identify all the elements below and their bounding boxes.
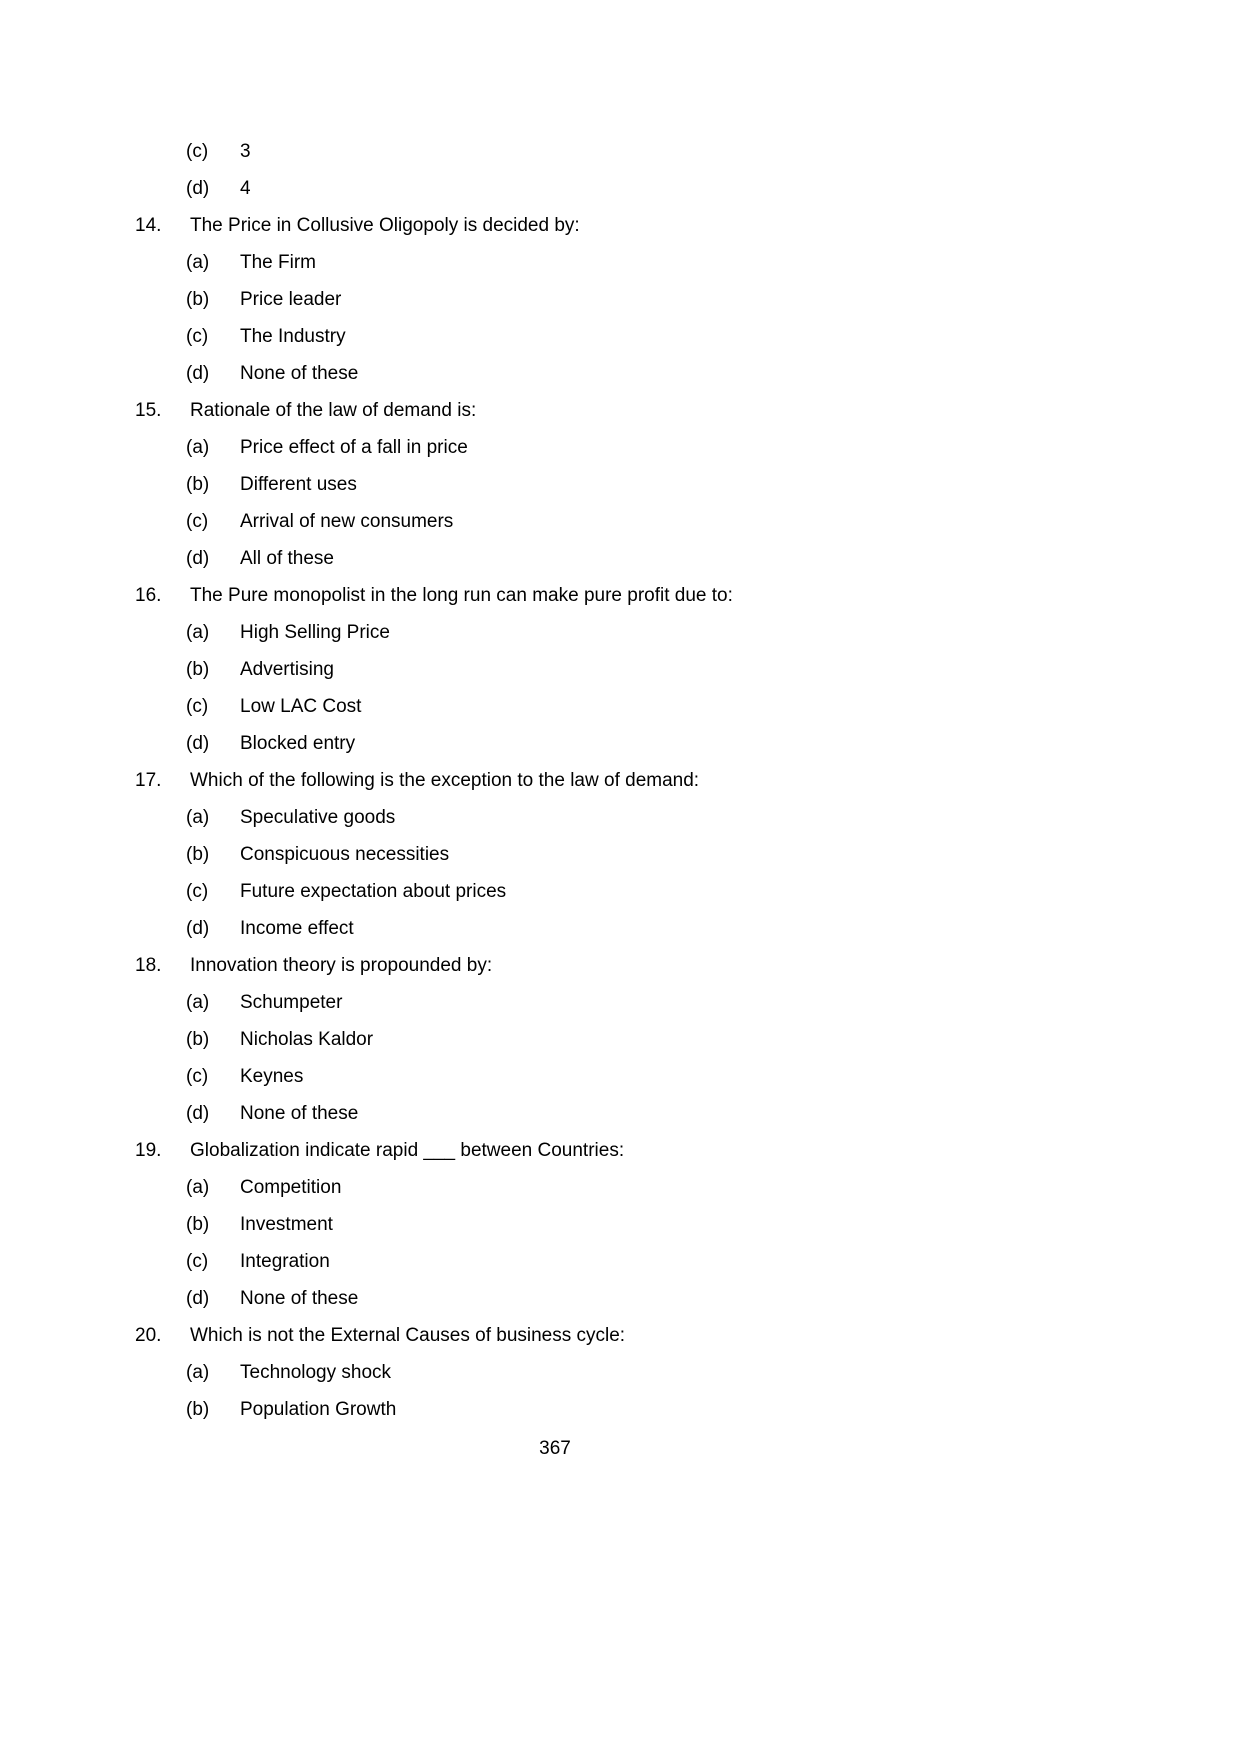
option-label: (b) xyxy=(186,474,210,495)
question-number: 18. xyxy=(135,955,162,976)
option-item xyxy=(135,355,1241,392)
option-text: Population Growth xyxy=(240,1399,397,1420)
document-body xyxy=(135,133,1241,1428)
option-text: Advertising xyxy=(240,659,334,680)
option-label: (d) xyxy=(186,363,210,384)
option-item xyxy=(135,1095,1241,1132)
option-label: (b) xyxy=(186,1399,210,1420)
page-number: 367 xyxy=(539,1438,571,1459)
option-text: Arrival of new consumers xyxy=(240,511,454,532)
question-text: Innovation theory is propounded by: xyxy=(190,955,493,976)
option-text: Future expectation about prices xyxy=(240,881,507,902)
question-text: Globalization indicate rapid ___ between Countries: xyxy=(190,1140,625,1161)
option-item xyxy=(135,1058,1241,1095)
option-text: Schumpeter xyxy=(240,992,343,1013)
option-label: (a) xyxy=(186,252,210,273)
option-item xyxy=(135,873,1241,910)
option-text: Different uses xyxy=(240,474,357,495)
option-item xyxy=(135,1280,1241,1317)
option-label: (b) xyxy=(186,659,210,680)
option-label: (b) xyxy=(186,844,210,865)
option-label: (d) xyxy=(186,733,210,754)
option-label: (d) xyxy=(186,178,210,199)
question-item xyxy=(135,577,1241,614)
option-item xyxy=(135,910,1241,947)
option-item xyxy=(135,429,1241,466)
question-item xyxy=(135,1132,1241,1169)
option-item xyxy=(135,1354,1241,1391)
option-item xyxy=(135,133,1241,170)
option-item xyxy=(135,725,1241,762)
option-item xyxy=(135,244,1241,281)
option-text: Low LAC Cost xyxy=(240,696,362,717)
option-label: (a) xyxy=(186,1362,210,1383)
option-item xyxy=(135,466,1241,503)
option-item xyxy=(135,503,1241,540)
question-item xyxy=(135,207,1241,244)
option-text: Keynes xyxy=(240,1066,304,1087)
option-item xyxy=(135,1021,1241,1058)
option-item xyxy=(135,1169,1241,1206)
option-item xyxy=(135,1391,1241,1428)
question-text: Rationale of the law of demand is: xyxy=(190,400,477,421)
option-text: None of these xyxy=(240,363,359,384)
option-text: The Firm xyxy=(240,252,316,273)
option-item xyxy=(135,984,1241,1021)
option-text: 4 xyxy=(240,178,251,199)
question-item xyxy=(135,392,1241,429)
question-number: 16. xyxy=(135,585,162,606)
option-text: Price leader xyxy=(240,289,342,310)
option-label: (c) xyxy=(186,141,209,162)
question-text: Which of the following is the exception to the law of demand: xyxy=(190,770,700,791)
option-label: (c) xyxy=(186,696,209,717)
option-item xyxy=(135,799,1241,836)
option-text: Income effect xyxy=(240,918,354,939)
option-label: (c) xyxy=(186,1066,209,1087)
option-label: (c) xyxy=(186,511,209,532)
option-label: (a) xyxy=(186,1177,210,1198)
option-text: Investment xyxy=(240,1214,333,1235)
option-label: (b) xyxy=(186,1029,210,1050)
option-label: (b) xyxy=(186,1214,210,1235)
option-text: All of these xyxy=(240,548,334,569)
option-label: (d) xyxy=(186,1103,210,1124)
question-item xyxy=(135,762,1241,799)
option-item xyxy=(135,614,1241,651)
option-item xyxy=(135,281,1241,318)
option-item xyxy=(135,540,1241,577)
question-number: 20. xyxy=(135,1325,162,1346)
option-label: (a) xyxy=(186,807,210,828)
option-label: (d) xyxy=(186,548,210,569)
option-item xyxy=(135,651,1241,688)
option-text: Conspicuous necessities xyxy=(240,844,450,865)
option-text: The Industry xyxy=(240,326,346,347)
option-label: (d) xyxy=(186,1288,210,1309)
option-text: High Selling Price xyxy=(240,622,390,643)
option-label: (d) xyxy=(186,918,210,939)
option-item xyxy=(135,1243,1241,1280)
question-number: 19. xyxy=(135,1140,162,1161)
option-label: (a) xyxy=(186,437,210,458)
option-text: Integration xyxy=(240,1251,330,1272)
question-number: 14. xyxy=(135,215,162,236)
option-text: None of these xyxy=(240,1288,359,1309)
question-text: The Price in Collusive Oligopoly is decided by: xyxy=(190,215,580,236)
question-text: The Pure monopolist in the long run can make pure profit due to: xyxy=(190,585,733,606)
question-item xyxy=(135,1317,1241,1354)
option-label: (a) xyxy=(186,622,210,643)
option-text: 3 xyxy=(240,141,251,162)
question-text: Which is not the External Causes of business cycle: xyxy=(190,1325,626,1346)
option-text: Price effect of a fall in price xyxy=(240,437,468,458)
option-text: Nicholas Kaldor xyxy=(240,1029,374,1050)
option-text: Blocked entry xyxy=(240,733,356,754)
option-item xyxy=(135,318,1241,355)
option-text: Technology shock xyxy=(240,1362,392,1383)
option-item xyxy=(135,836,1241,873)
question-number: 17. xyxy=(135,770,162,791)
question-number: 15. xyxy=(135,400,162,421)
option-label: (a) xyxy=(186,992,210,1013)
option-item xyxy=(135,170,1241,207)
option-label: (c) xyxy=(186,1251,209,1272)
option-text: Speculative goods xyxy=(240,807,396,828)
option-text: Competition xyxy=(240,1177,342,1198)
option-label: (b) xyxy=(186,289,210,310)
option-text: None of these xyxy=(240,1103,359,1124)
option-item xyxy=(135,1206,1241,1243)
question-item xyxy=(135,947,1241,984)
option-label: (c) xyxy=(186,326,209,347)
option-label: (c) xyxy=(186,881,209,902)
option-item xyxy=(135,688,1241,725)
